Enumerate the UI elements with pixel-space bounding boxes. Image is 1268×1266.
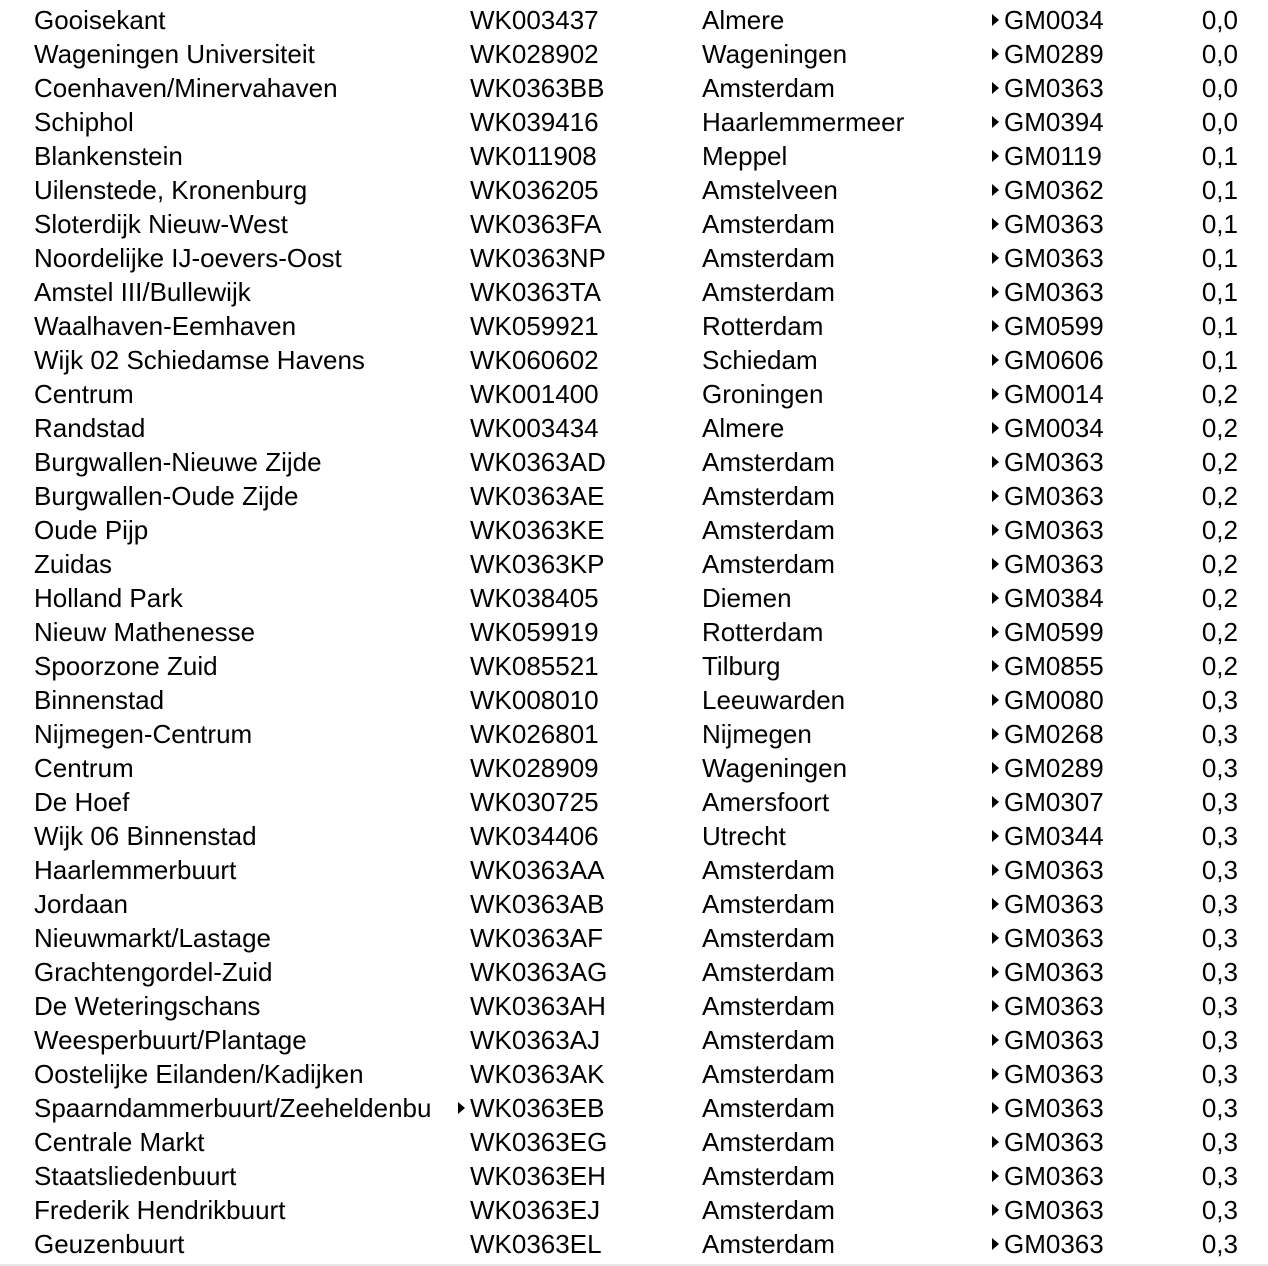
cell-value[interactable]: 0,1 xyxy=(1201,277,1238,307)
cell-gemeente[interactable]: Almere xyxy=(702,5,785,35)
cell-wijk-code[interactable]: WK034406 xyxy=(470,821,599,851)
cell-gemeente-code[interactable] xyxy=(992,275,1142,309)
cell-gemeente[interactable]: Amsterdam xyxy=(702,549,835,579)
cell-wijk-code[interactable]: WK0363FA xyxy=(470,209,602,239)
gemeente-code-text: GM0363 xyxy=(1004,1059,1104,1089)
cell-gemeente-code[interactable] xyxy=(992,445,1142,479)
cell-gemeente-code[interactable] xyxy=(992,207,1142,241)
cell-gemeente[interactable]: Amsterdam xyxy=(702,73,835,103)
table-row[interactable] xyxy=(0,275,1268,309)
cell-gemeente-code[interactable] xyxy=(992,105,1142,139)
cell-wijk-code[interactable]: WK0363AH xyxy=(470,991,606,1021)
cell-wijk-name[interactable]: Staatsliedenbuurt xyxy=(34,1161,237,1191)
table-row[interactable] xyxy=(0,819,1268,853)
cell-wijk-name[interactable]: Uilenstede, Kronenburg xyxy=(34,175,308,205)
cell-value[interactable]: 0,2 xyxy=(1201,447,1238,477)
gemeente-code-text: GM0363 xyxy=(1004,73,1104,103)
cell-gemeente-code[interactable] xyxy=(992,241,1142,275)
cell-wijk-name[interactable]: Centrale Markt xyxy=(34,1127,205,1157)
gemeente-code-text: GM0119 xyxy=(1004,141,1102,171)
cell-gemeente[interactable]: Amsterdam xyxy=(702,481,835,511)
cell-gemeente[interactable]: Nijmegen xyxy=(702,719,812,749)
cell-gemeente-code[interactable] xyxy=(992,1057,1142,1091)
cell-wijk-code[interactable]: WK0363TA xyxy=(470,277,602,307)
cell-gemeente[interactable]: Rotterdam xyxy=(702,311,824,341)
cell-gemeente[interactable]: Amstelveen xyxy=(702,175,838,205)
cell-gemeente[interactable]: Amsterdam xyxy=(702,515,835,545)
cell-value[interactable]: 0,1 xyxy=(1201,175,1238,205)
cell-gemeente-code[interactable] xyxy=(992,1091,1142,1125)
gemeente-code-text: GM0363 xyxy=(1004,1093,1104,1123)
table-row[interactable] xyxy=(0,921,1268,955)
table-row[interactable] xyxy=(0,241,1268,275)
cell-gemeente-code[interactable] xyxy=(992,139,1142,173)
cell-wijk-name[interactable]: Sloterdijk Nieuw-West xyxy=(34,209,288,239)
gemeente-code-text: GM0363 xyxy=(1004,1229,1104,1259)
cell-value[interactable]: 0,3 xyxy=(1201,957,1238,987)
table-row[interactable] xyxy=(0,1193,1268,1227)
table-row[interactable] xyxy=(0,989,1268,1023)
cell-wijk-name[interactable]: Burgwallen-Oude Zijde xyxy=(34,481,299,511)
cell-gemeente-code[interactable] xyxy=(992,1193,1142,1227)
cell-gemeente-code[interactable] xyxy=(992,377,1142,411)
cell-wijk-name[interactable]: Haarlemmerbuurt xyxy=(34,855,237,885)
cell-gemeente-code[interactable] xyxy=(992,615,1142,649)
cell-gemeente-code[interactable] xyxy=(992,717,1142,751)
gemeente-code-text: GM0363 xyxy=(1004,1127,1104,1157)
cell-wijk-name[interactable]: Schiphol xyxy=(34,107,134,137)
cell-gemeente-code[interactable] xyxy=(992,989,1142,1023)
cell-wijk-code[interactable]: WK0363EH xyxy=(470,1161,606,1191)
cell-value[interactable]: 0,3 xyxy=(1201,685,1238,715)
cell-wijk-name[interactable]: Nieuwmarkt/Lastage xyxy=(34,923,271,953)
cell-gemeente-code[interactable] xyxy=(992,819,1142,853)
table-row[interactable] xyxy=(0,1159,1268,1193)
gemeente-code-text: GM0394 xyxy=(1004,107,1104,137)
cell-gemeente[interactable]: Amsterdam xyxy=(702,1229,835,1259)
gemeente-code-text: GM0363 xyxy=(1004,515,1104,545)
cell-wijk-name[interactable]: De Weteringschans xyxy=(34,991,261,1021)
cell-value[interactable]: 0,1 xyxy=(1201,311,1238,341)
table-row[interactable] xyxy=(0,853,1268,887)
table-row[interactable] xyxy=(0,581,1268,615)
gemeente-code-text: GM0363 xyxy=(1004,1195,1104,1225)
gemeente-code-text: GM0034 xyxy=(1004,5,1104,35)
cell-gemeente[interactable]: Amsterdam xyxy=(702,1093,835,1123)
cell-value[interactable]: 0,3 xyxy=(1201,1127,1238,1157)
cell-value[interactable]: 0,2 xyxy=(1201,515,1238,545)
cell-value[interactable]: 0,3 xyxy=(1201,1059,1238,1089)
cell-wijk-code[interactable]: WK0363AJ xyxy=(470,1025,601,1055)
table-row[interactable] xyxy=(0,649,1268,683)
cell-value[interactable]: 0,3 xyxy=(1201,821,1238,851)
cell-wijk-name[interactable]: Binnenstad xyxy=(34,685,165,715)
cell-gemeente[interactable]: Schiedam xyxy=(702,345,818,375)
cell-gemeente-code[interactable] xyxy=(992,887,1142,921)
cell-wijk-code[interactable]: WK0363AB xyxy=(470,889,605,919)
cell-wijk-name[interactable]: Spaarndammerbuurt/Zeeheldenbu xyxy=(34,1093,432,1123)
cell-wijk-code[interactable]: WK0363EB xyxy=(470,1093,605,1123)
gemeente-code-text: GM0363 xyxy=(1004,855,1104,885)
cell-wijk-code[interactable]: WK011908 xyxy=(470,141,597,171)
gemeente-code-text: GM0363 xyxy=(1004,1161,1104,1191)
cell-wijk-name[interactable]: Coenhaven/Minervahaven xyxy=(34,73,338,103)
cell-wijk-name[interactable]: Holland Park xyxy=(34,583,183,613)
gemeente-code-text: GM0384 xyxy=(1004,583,1104,613)
cell-gemeente-code[interactable] xyxy=(992,513,1142,547)
cell-gemeente[interactable]: Meppel xyxy=(702,141,788,171)
cell-wijk-name[interactable]: Burgwallen-Nieuwe Zijde xyxy=(34,447,322,477)
table-row[interactable] xyxy=(0,1023,1268,1057)
table-row[interactable] xyxy=(0,139,1268,173)
cell-value[interactable]: 0,2 xyxy=(1201,651,1238,681)
cell-wijk-code[interactable]: WK028902 xyxy=(470,39,599,69)
cell-wijk-name[interactable]: Randstad xyxy=(34,413,146,443)
cell-wijk-code[interactable]: WK085521 xyxy=(470,651,599,681)
cell-value[interactable]: 0,0 xyxy=(1201,39,1238,69)
cell-value[interactable]: 0,1 xyxy=(1201,345,1238,375)
gemeente-code-text: GM0606 xyxy=(1004,345,1104,375)
table-row[interactable] xyxy=(0,887,1268,921)
cell-wijk-code[interactable]: WK038405 xyxy=(470,583,599,613)
cell-gemeente-code[interactable] xyxy=(992,751,1142,785)
cell-wijk-name[interactable]: Centrum xyxy=(34,379,134,409)
cell-gemeente[interactable]: Amsterdam xyxy=(702,1195,835,1225)
cell-value[interactable]: 0,2 xyxy=(1201,617,1238,647)
gemeente-code-text: GM0363 xyxy=(1004,991,1104,1021)
cell-wijk-code[interactable]: WK0363AK xyxy=(470,1059,605,1089)
cell-wijk-name[interactable]: Nieuw Mathenesse xyxy=(34,617,256,647)
cell-value[interactable]: 0,2 xyxy=(1201,549,1238,579)
gemeente-code-text: GM0855 xyxy=(1004,651,1104,681)
cell-wijk-name[interactable]: Oude Pijp xyxy=(34,515,149,545)
cell-wijk-code[interactable]: WK036205 xyxy=(470,175,599,205)
cell-wijk-code[interactable]: WK0363NP xyxy=(470,243,606,273)
gemeente-code-text: GM0363 xyxy=(1004,889,1104,919)
table-row[interactable] xyxy=(0,479,1268,513)
cell-wijk-code[interactable]: WK039416 xyxy=(470,107,599,137)
data-table xyxy=(0,3,1268,1261)
cell-value[interactable]: 0,1 xyxy=(1201,209,1238,239)
table-row[interactable] xyxy=(0,445,1268,479)
cell-value[interactable]: 0,2 xyxy=(1201,583,1238,613)
gemeente-code-text: GM0363 xyxy=(1004,957,1104,987)
table-row[interactable] xyxy=(0,1125,1268,1159)
cell-gemeente-code[interactable] xyxy=(992,649,1142,683)
cell-wijk-name[interactable]: Oostelijke Eilanden/Kadijken xyxy=(34,1059,364,1089)
cell-gemeente-code[interactable] xyxy=(992,853,1142,887)
text-overflow-triangle-icon xyxy=(458,1102,465,1114)
cell-wijk-name[interactable]: Centrum xyxy=(34,753,134,783)
cell-wijk-name[interactable]: Spoorzone Zuid xyxy=(34,651,218,681)
cell-wijk-name[interactable]: Waalhaven-Eemhaven xyxy=(34,311,297,341)
table-row[interactable] xyxy=(0,785,1268,819)
gemeente-code-text: GM0599 xyxy=(1004,311,1104,341)
table-row[interactable] xyxy=(0,71,1268,105)
cell-value[interactable]: 0,3 xyxy=(1201,1093,1238,1123)
gemeente-code-text: GM0363 xyxy=(1004,1025,1104,1055)
cell-gemeente[interactable]: Almere xyxy=(702,413,785,443)
cell-wijk-code[interactable]: WK008010 xyxy=(470,685,599,715)
gemeente-code-text: GM0289 xyxy=(1004,39,1104,69)
cell-wijk-name[interactable]: Wageningen Universiteit xyxy=(34,39,315,69)
cell-wijk-name[interactable]: Frederik Hendrikbuurt xyxy=(34,1195,286,1225)
cell-value[interactable]: 0,1 xyxy=(1201,243,1238,273)
table-row[interactable] xyxy=(0,1227,1268,1261)
cell-gemeente-code[interactable] xyxy=(992,71,1142,105)
gemeente-code-text: GM0363 xyxy=(1004,549,1104,579)
cell-gemeente-code[interactable] xyxy=(992,547,1142,581)
cell-wijk-code[interactable]: WK0363AD xyxy=(470,447,606,477)
cell-value[interactable]: 0,3 xyxy=(1201,1229,1238,1259)
cell-wijk-name[interactable]: Gooisekant xyxy=(34,5,166,35)
cell-gemeente[interactable]: Tilburg xyxy=(702,651,781,681)
cell-gemeente[interactable]: Amsterdam xyxy=(702,1059,835,1089)
cell-wijk-name[interactable]: Blankenstein xyxy=(34,141,183,171)
cell-value[interactable]: 0,0 xyxy=(1201,107,1238,137)
cell-wijk-code[interactable]: WK059919 xyxy=(470,617,599,647)
table-row[interactable] xyxy=(0,3,1268,37)
cell-wijk-code[interactable]: WK028909 xyxy=(470,753,599,783)
cell-gemeente-code[interactable] xyxy=(992,1125,1142,1159)
cell-gemeente-code[interactable] xyxy=(992,3,1142,37)
gemeente-code-text: GM0599 xyxy=(1004,617,1104,647)
cell-wijk-name[interactable]: Geuzenbuurt xyxy=(34,1229,185,1259)
cell-wijk-code[interactable]: WK060602 xyxy=(470,345,599,375)
gemeente-code-text: GM0363 xyxy=(1004,447,1104,477)
cell-gemeente[interactable]: Amsterdam xyxy=(702,277,835,307)
cell-gemeente-code[interactable] xyxy=(992,683,1142,717)
cell-wijk-name[interactable]: Wijk 06 Binnenstad xyxy=(34,821,257,851)
cell-gemeente[interactable]: Amsterdam xyxy=(702,991,835,1021)
cell-gemeente-code[interactable] xyxy=(992,37,1142,71)
cell-value[interactable]: 0,3 xyxy=(1201,1161,1238,1191)
cell-gemeente[interactable]: Haarlemmermeer xyxy=(702,107,905,137)
gemeente-code-text: GM0363 xyxy=(1004,923,1104,953)
cell-gemeente[interactable]: Wageningen xyxy=(702,753,848,783)
cell-wijk-name[interactable]: Noordelijke IJ-oevers-Oost xyxy=(34,243,342,273)
cell-value[interactable]: 0,3 xyxy=(1201,889,1238,919)
cell-wijk-name[interactable]: Zuidas xyxy=(34,549,113,579)
table-row[interactable] xyxy=(0,343,1268,377)
cell-value[interactable]: 0,2 xyxy=(1201,413,1238,443)
cell-gemeente-code[interactable] xyxy=(992,479,1142,513)
cell-value[interactable]: 0,2 xyxy=(1201,379,1238,409)
gemeente-code-text: GM0080 xyxy=(1004,685,1104,715)
cell-wijk-name[interactable]: Jordaan xyxy=(34,889,128,919)
gemeente-code-text: GM0014 xyxy=(1004,379,1104,409)
gemeente-code-text: GM0363 xyxy=(1004,209,1104,239)
table-row[interactable] xyxy=(0,513,1268,547)
cell-wijk-name[interactable]: Weesperbuurt/Plantage xyxy=(34,1025,307,1055)
cell-wijk-code[interactable]: WK026801 xyxy=(470,719,599,749)
table-row[interactable] xyxy=(0,751,1268,785)
cell-wijk-name[interactable]: Grachtengordel-Zuid xyxy=(34,957,273,987)
cell-wijk-code[interactable]: WK030725 xyxy=(470,787,599,817)
gemeente-code-text: GM0289 xyxy=(1004,753,1104,783)
cell-wijk-code[interactable]: WK0363EL xyxy=(470,1229,602,1259)
cell-wijk-code[interactable]: WK0363AE xyxy=(470,481,605,511)
table-row[interactable] xyxy=(0,683,1268,717)
table-row[interactable] xyxy=(0,105,1268,139)
table-row[interactable] xyxy=(0,1057,1268,1091)
cell-gemeente[interactable]: Amsterdam xyxy=(702,923,835,953)
cell-value[interactable]: 0,3 xyxy=(1201,855,1238,885)
cell-wijk-code[interactable]: WK0363AG xyxy=(470,957,608,987)
cell-value[interactable]: 0,3 xyxy=(1201,719,1238,749)
table-row[interactable] xyxy=(0,547,1268,581)
cell-gemeente-code[interactable] xyxy=(992,309,1142,343)
gemeente-code-text: GM0034 xyxy=(1004,413,1104,443)
cell-gemeente[interactable]: Rotterdam xyxy=(702,617,824,647)
cell-wijk-code[interactable]: WK003434 xyxy=(470,413,599,443)
cell-gemeente-code[interactable] xyxy=(992,1023,1142,1057)
cell-gemeente-code[interactable] xyxy=(992,785,1142,819)
cell-gemeente[interactable]: Leeuwarden xyxy=(702,685,846,715)
cell-value[interactable]: 0,3 xyxy=(1201,1025,1238,1055)
table-row[interactable] xyxy=(0,1091,1268,1125)
cell-wijk-code[interactable]: WK0363BB xyxy=(470,73,605,103)
gemeente-code-text: GM0307 xyxy=(1004,787,1104,817)
cell-gemeente-code[interactable] xyxy=(992,411,1142,445)
cell-gemeente-code[interactable] xyxy=(992,343,1142,377)
cell-gemeente[interactable]: Amsterdam xyxy=(702,447,835,477)
table-row[interactable] xyxy=(0,37,1268,71)
cell-value[interactable]: 0,0 xyxy=(1201,5,1238,35)
cell-gemeente[interactable]: Amsterdam xyxy=(702,1127,835,1157)
gemeente-code-text: GM0363 xyxy=(1004,481,1104,511)
cell-gemeente[interactable]: Amsterdam xyxy=(702,1025,835,1055)
table-row[interactable] xyxy=(0,207,1268,241)
cell-wijk-name[interactable]: Wijk 02 Schiedamse Havens xyxy=(34,345,365,375)
cell-wijk-code[interactable]: WK0363AA xyxy=(470,855,605,885)
cell-wijk-code[interactable]: WK0363EG xyxy=(470,1127,608,1157)
table-row[interactable] xyxy=(0,717,1268,751)
cell-gemeente[interactable]: Wageningen xyxy=(702,39,848,69)
gemeente-code-text: GM0344 xyxy=(1004,821,1104,851)
cell-wijk-name[interactable]: Amstel III/Bullewijk xyxy=(34,277,251,307)
table-row[interactable] xyxy=(0,309,1268,343)
cell-gemeente-code[interactable] xyxy=(992,955,1142,989)
cell-gemeente[interactable]: Amsterdam xyxy=(702,855,835,885)
cell-wijk-code[interactable]: WK059921 xyxy=(470,311,599,341)
cell-value[interactable]: 0,1 xyxy=(1201,141,1238,171)
cell-gemeente[interactable]: Amsterdam xyxy=(702,889,835,919)
cell-value[interactable]: 0,3 xyxy=(1201,753,1238,783)
table-row[interactable] xyxy=(0,377,1268,411)
gemeente-code-text: GM0268 xyxy=(1004,719,1104,749)
gemeente-code-text: GM0363 xyxy=(1004,243,1104,273)
table-row[interactable] xyxy=(0,615,1268,649)
cell-wijk-code[interactable]: WK003437 xyxy=(470,5,599,35)
cell-wijk-code[interactable]: WK0363AF xyxy=(470,923,603,953)
cell-value[interactable]: 0,3 xyxy=(1201,991,1238,1021)
gemeente-code-text: GM0363 xyxy=(1004,277,1104,307)
cell-gemeente-code[interactable] xyxy=(992,173,1142,207)
cell-value[interactable]: 0,3 xyxy=(1201,923,1238,953)
table-row[interactable] xyxy=(0,411,1268,445)
cell-wijk-code[interactable]: WK0363EJ xyxy=(470,1195,601,1225)
cell-gemeente-code[interactable] xyxy=(992,1227,1142,1261)
table-row[interactable] xyxy=(0,955,1268,989)
cell-value[interactable]: 0,0 xyxy=(1201,73,1238,103)
cell-gemeente[interactable]: Groningen xyxy=(702,379,824,409)
cell-gemeente-code[interactable] xyxy=(992,1159,1142,1193)
cell-wijk-code[interactable]: WK0363KP xyxy=(470,549,605,579)
cell-wijk-code[interactable]: WK0363KE xyxy=(470,515,605,545)
cell-gemeente[interactable]: Amsterdam xyxy=(702,957,835,987)
cell-wijk-name[interactable]: De Hoef xyxy=(34,787,130,817)
table-row[interactable] xyxy=(0,173,1268,207)
cell-gemeente[interactable]: Amsterdam xyxy=(702,1161,835,1191)
cell-gemeente[interactable]: Diemen xyxy=(702,583,792,613)
cell-gemeente[interactable]: Amsterdam xyxy=(702,243,835,273)
cell-gemeente-code[interactable] xyxy=(992,581,1142,615)
cell-gemeente[interactable]: Amsterdam xyxy=(702,209,835,239)
cell-gemeente[interactable]: Utrecht xyxy=(702,821,786,851)
cell-value[interactable]: 0,3 xyxy=(1201,787,1238,817)
cell-gemeente-code[interactable] xyxy=(992,921,1142,955)
cell-value[interactable]: 0,3 xyxy=(1201,1195,1238,1225)
cell-gemeente[interactable]: Amersfoort xyxy=(702,787,830,817)
cell-wijk-name[interactable]: Nijmegen-Centrum xyxy=(34,719,253,749)
cell-wijk-code[interactable]: WK001400 xyxy=(470,379,599,409)
cell-value[interactable]: 0,2 xyxy=(1201,481,1238,511)
gemeente-code-text: GM0362 xyxy=(1004,175,1104,205)
